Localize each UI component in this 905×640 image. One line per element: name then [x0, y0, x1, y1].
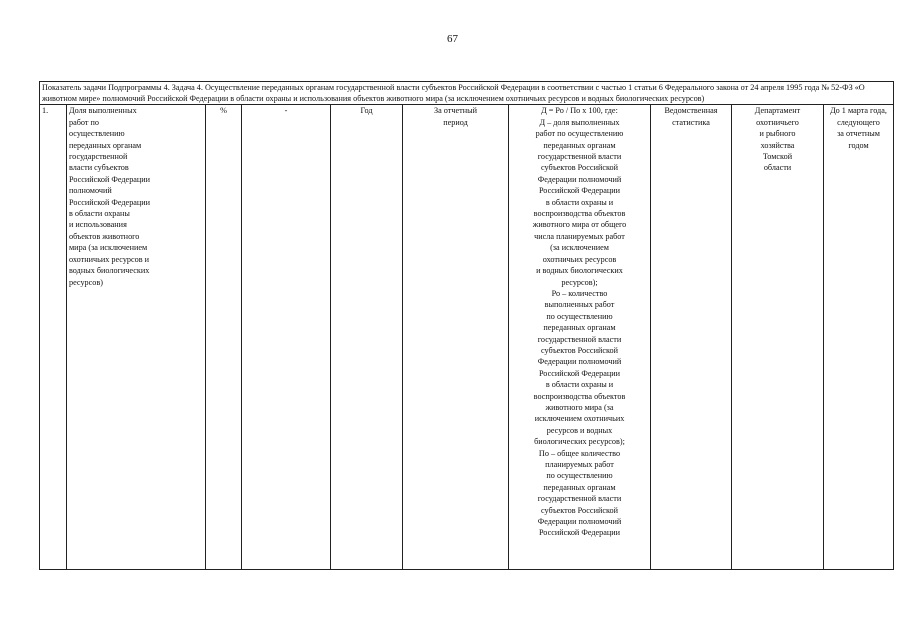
formula-line: Российской Федерации [538, 186, 621, 196]
formula-line: переданных органам [543, 323, 616, 333]
formula-line: государственной власти [537, 334, 622, 344]
table-row [40, 105, 894, 570]
formula-line: (за исключением [550, 243, 609, 253]
row-index: 1. [40, 105, 67, 570]
deadline-line: за отчетным [837, 129, 880, 139]
indicator-name-line: государственной [69, 152, 128, 162]
formula-line: Российской Федерации [538, 368, 621, 378]
formula-line: Д – доля выполненных [539, 117, 620, 127]
indicator-name-line: ресурсов) [69, 277, 103, 287]
indicator-name-line: мира (за исключением [69, 243, 148, 253]
formula-line: животного мира от общего [532, 220, 627, 230]
formula-line: Ро – количество [551, 288, 608, 298]
indicator-name-line: переданных органам [69, 140, 142, 150]
indicator-table [39, 81, 894, 570]
time-lines [405, 105, 506, 128]
indicator-name-lines [69, 105, 203, 288]
deadline-lines [826, 105, 891, 151]
formula-line: государственной власти [537, 494, 622, 504]
source-line: статистика [672, 117, 710, 127]
formula-line: Российской Федерации [538, 528, 621, 538]
formula-lines [511, 105, 648, 538]
indicator-name-line: власти субъектов [69, 163, 129, 173]
formula-line: Федерации полномочий [537, 357, 622, 367]
indicator-name-line: водных биологических [69, 266, 150, 276]
formula-line: числа планируемых работ [534, 231, 625, 241]
formula-line: переданных органам [543, 140, 616, 150]
unit-cell: % [206, 105, 242, 570]
formula-line: ресурсов и водных [546, 425, 613, 435]
indicator-name-line: и использования [69, 220, 127, 230]
formula-line: ресурсов); [561, 277, 598, 287]
formula-line: по осуществлению [546, 471, 613, 481]
responsible-cell [732, 105, 824, 570]
responsible-line: Департамент [754, 106, 801, 116]
source-cell [651, 105, 732, 570]
deadline-line: годом [848, 140, 869, 150]
indicator-name-line: полномочий [69, 186, 112, 196]
deadline-cell [824, 105, 894, 570]
indicator-name-line: Российской Федерации [69, 174, 151, 184]
indicator-name [67, 105, 206, 570]
indicator-name-line: работ по [69, 117, 99, 127]
time-line: период [443, 117, 468, 127]
responsible-lines [734, 105, 821, 173]
formula-line: планируемых работ [545, 460, 614, 469]
formula-line: По – общее количество [538, 448, 621, 458]
formula-line: в области охраны и [545, 197, 614, 207]
formula-line: биологических ресурсов); [534, 437, 625, 447]
responsible-line: охотничьего [756, 117, 799, 127]
responsible-line: и рыбного [759, 129, 796, 139]
formula-line: животного мира (за [545, 402, 614, 412]
page-number: 67 [447, 33, 458, 45]
dash-cell: - [242, 105, 331, 570]
formula-line: государственной власти [537, 152, 622, 162]
formula-line: охотничьих ресурсов [542, 254, 617, 264]
formula-line: Д = Ро / По x 100, где: [541, 106, 618, 116]
formula-line: исключением охотничьих [534, 414, 625, 424]
deadline-line: До 1 марта года, [830, 106, 887, 116]
formula-line: работ по осуществлению [535, 129, 624, 139]
indicator-name-line: объектов животного [69, 231, 140, 241]
formula-line: субъектов Российской [540, 345, 619, 355]
formula-line: воспроизводства объектов [533, 209, 626, 219]
indicator-name-line: осуществлению [69, 129, 125, 139]
formula-cell [509, 105, 651, 570]
responsible-line: хозяйства [760, 140, 795, 150]
indicator-name-line: в области охраны [69, 209, 130, 219]
formula-line: переданных органам [543, 482, 616, 492]
formula-line: по осуществлению [546, 311, 613, 321]
source-line: Ведомственная [664, 106, 718, 116]
table-caption: Показатель задачи Подпрограммы 4. Задача 4. Осуществление переданных органам государственной власти субъектов Российской Федерации в соответствии с частью 1 статьи 6 Федерального закона от 24 апреля 1995 года № 52-ФЗ «О животном мире» полномочий Российской Федерации в области охраны и использования объектов животного мира (за исключением охотничьих ресурсов и водных биологических ресурсов) [40, 82, 894, 105]
responsible-line: Томской [762, 152, 793, 162]
time-cell [403, 105, 509, 570]
formula-line: субъектов Российской [540, 505, 619, 515]
indicator-name-line: Российской Федерации [69, 197, 151, 207]
time-line: За отчетный [434, 106, 477, 116]
formula-line: и водных биологических [536, 266, 623, 276]
source-lines [653, 105, 729, 128]
formula-line: в области охраны и [545, 380, 614, 390]
formula-line: Федерации полномочий [537, 174, 622, 184]
indicator-name-line: охотничьих ресурсов и [69, 254, 150, 264]
indicator-name-line: Доля выполненных [69, 106, 137, 116]
responsible-line: области [763, 163, 792, 173]
deadline-line: следующего [837, 117, 880, 127]
formula-line: выполненных работ [544, 300, 615, 310]
formula-line: воспроизводства объектов [533, 391, 626, 401]
formula-line: Федерации полномочий [537, 517, 622, 527]
periodicity-cell: Год [331, 105, 403, 570]
formula-line: субъектов Российской [540, 163, 619, 173]
